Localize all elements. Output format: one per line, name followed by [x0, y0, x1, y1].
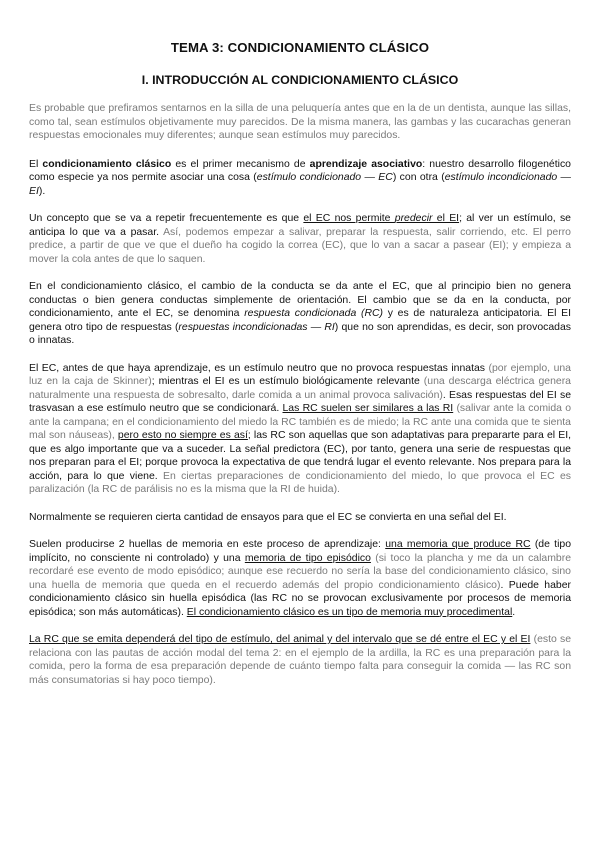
term-ec: estímulo condicionado — EC: [256, 172, 393, 183]
paragraph-memory-traces: [29, 538, 571, 619]
document-title: TEMA 3: CONDICIONAMIENTO CLÁSICO: [170, 40, 430, 55]
example-note: (esto se relaciona con las pautas de acción modal del tema 2: en el ejemplo de la ardilla, la RC es una preparación para la comida, pero la forma de esa preparación depende de cuánto tiempo falta para conseguir la comida — las RC son más consumatorias si hay poco tiempo).: [29, 634, 571, 686]
text-span: ; mientras el EI es un estímulo biológicamente relevante: [151, 376, 424, 387]
term-classical-conditioning: condicionamiento clásico: [42, 158, 172, 170]
underlined-text: una memoria que produce RC: [385, 539, 531, 550]
text-span: ) con otra (: [392, 172, 445, 183]
text-span: Suelen producirse 2 huellas de memoria en este proceso de aprendizaje:: [29, 539, 386, 550]
underlined-text: el EI: [432, 213, 460, 224]
example-note: (si toco la plancha y me da un calambre recordaré ese evento de modo episódico; aunque ese recuerdo no sería la base del condicionamiento clásico, sino una huella de memoria que queda en el recuerdo además del propio condicionamiento clásico): [29, 552, 571, 591]
section-heading: I. INTRODUCCIÓN AL CONDICIONAMIENTO CLÁSICO: [141, 73, 459, 87]
text-span: En el condicionamiento clásico, el cambio de la conducta se da ante el EC, que al principio bien no genera conductas o bien genera conductas simplemente de orientación. El cambio que se da en la conducta, por condicionamiento, ante el EC, se denomina: [29, 281, 571, 319]
term-ei: estímulo incondicionado — EI: [29, 172, 571, 197]
text-span: es el primer mecanismo de: [171, 158, 310, 170]
text-span: (de tipo implícito, no consciente ni controlado) y una: [29, 539, 571, 564]
text-span: ).: [38, 185, 46, 197]
document-page: [29, 40, 571, 687]
underlined-text: El condicionamiento clásico es un tipo de memoria muy procedimental: [186, 606, 513, 618]
term-ri: respuestas incondicionadas — RI: [178, 321, 335, 333]
underlined-text: memoria de tipo episódico: [244, 552, 371, 564]
underlined-italic-text: predecir: [394, 213, 433, 224]
example-note: (una descarga eléctrica genera naturalmente una respuesta de sobresalto, darle comida a un animal provoca salivación): [29, 376, 571, 401]
paragraph-rc-dependence: [29, 633, 571, 687]
underlined-text: La RC que se emita dependerá del tipo de estímulo, del animal y del intervalo que se dé entre el EC y el EI: [29, 634, 531, 645]
example-note: Así, podemos empezar a salivar, preparar la respuesta, salir corriendo, etc. El perro predice, a partir de que ve que el dueño ha cogido la correa (EC), que lo van a sacar a pasear (EI); y empieza a mover la cola antes de que lo saquen.: [29, 226, 571, 265]
text-span: y es de naturaleza anticipatoria. El EI genera otro tipo de respuestas (: [29, 308, 571, 333]
term-associative-learning: aprendizaje asociativo: [309, 158, 423, 170]
text-span: El EC, antes de que haya aprendizaje, es un estímulo neutro que no provoca respuestas innatas: [29, 362, 489, 374]
paragraph-prediction: [29, 212, 571, 266]
underlined-text: Las RC suelen ser similares a las RI: [282, 403, 454, 414]
text-span: ) que no son aprendidas, es decir, son provocadas o innatas.: [29, 321, 571, 346]
paragraph-definition: [29, 158, 571, 199]
term-rc: respuesta condicionada (RC): [244, 308, 384, 319]
paragraph-trials: Normalmente se requieren cierta cantidad de ensayos para que el EC se convierta en una señal del EI.: [29, 511, 507, 523]
example-note: (por ejemplo, una luz en la caja de Skinner): [29, 362, 571, 387]
example-note: En ciertas preparaciones de condicionamiento del miedo, lo que provoca el EC es paralización (la RC de parálisis no es la misma que la RI de huida).: [29, 470, 571, 495]
text-span: . Puede haber condicionamiento clásico sin huella episódica (las RC no se provocan exclusivamente por procesos de memoria episódica; son más automáticas).: [29, 579, 572, 618]
text-span: . Esas respuestas del EI se trasvasan a ese estímulo neutro que se condicionará.: [29, 389, 571, 414]
underlined-text: el EC nos permite: [303, 213, 395, 224]
paragraph-intro: Es probable que prefiramos sentarnos en la silla de una peluquería antes que en la de un dentista, aunque las sillas, como tal, sean estímulos objetivamente muy parecidos. De la misma manera, las gambas y las cucarachas generan respuestas emocionales muy diferentes; aunque sean estímulos muy parecidos.: [29, 103, 571, 141]
example-note: (salivar ante la comida o ante la campana; en el condicionamiento del miedo la RC también es de miedo; la RC ante una comida que te sienta mal son náuseas),: [29, 403, 572, 441]
paragraph-ec-neutral: [29, 362, 571, 497]
text-span: : nuestro desarrollo filogenético como especie ya nos permite asociar una cosa (: [29, 158, 571, 183]
text-span: ; al ver un estímulo, se anticipa lo que va a pasar.: [29, 213, 571, 238]
paragraph-rc: [29, 280, 571, 348]
text-span: .: [512, 606, 516, 618]
underlined-text: pero esto no siempre es así: [117, 430, 248, 441]
text-span: El: [29, 158, 43, 170]
text-span: ; las RC son aquellas que son adaptativas para prepararte para el EI, que es algo importante que va a suceder. La señal predictora (EC), por tanto, genera una serie de respuestas que nos preparan para el EI; porque provoca la expectativa de que tendrá lugar el evento relevante. Nos prepara para la acción, para lo que viene.: [29, 430, 571, 482]
text-span: Un concepto que se va a repetir frecuentemente es que: [29, 213, 304, 224]
